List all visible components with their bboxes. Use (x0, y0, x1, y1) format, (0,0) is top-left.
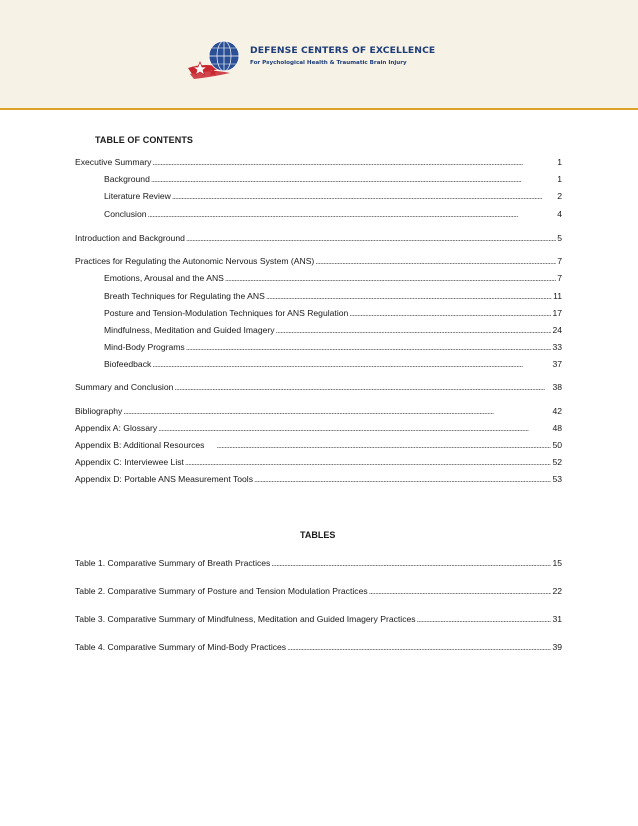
toc-entry[interactable] (104, 290, 562, 302)
globe-star-icon (186, 38, 248, 80)
tables-heading: TABLES (300, 530, 336, 540)
toc-entry[interactable] (104, 208, 562, 220)
toc-entry-page: 17 (552, 308, 562, 318)
toc-entry[interactable] (104, 324, 562, 336)
table-entry-label: Table 4. Comparative Summary of Mind-Body Practices (75, 642, 287, 652)
toc-entry-page: 53 (552, 474, 562, 484)
toc-entry[interactable] (104, 272, 562, 284)
toc-entry-page: 52 (552, 457, 562, 467)
table-entry[interactable] (75, 557, 562, 569)
table-entry-page: 39 (552, 642, 562, 652)
toc-entry-label: Biofeedback (104, 359, 152, 369)
table-entry-page: 31 (552, 614, 562, 624)
toc-entry[interactable] (75, 405, 562, 417)
toc-entry-page: 33 (552, 342, 562, 352)
toc-entry-label: Appendix D: Portable ANS Measurement Tools (75, 474, 254, 484)
toc-entry-label: Appendix B: Additional Resources (75, 440, 205, 450)
toc-entry-page: 24 (552, 325, 562, 335)
toc-entry-page: 38 (552, 382, 562, 392)
toc-entry-label: Mindfulness, Meditation and Guided Imagery (104, 325, 275, 335)
table-entry-page: 22 (552, 586, 562, 596)
toc-entry-label: Posture and Tension-Modulation Techniques for ANS Regulation (104, 308, 349, 318)
table-entry-label: Table 1. Comparative Summary of Breath Practices (75, 558, 271, 568)
toc-entry-page: 48 (552, 423, 562, 433)
table-entry[interactable] (75, 585, 562, 597)
toc-entry[interactable] (75, 255, 562, 267)
toc-entry-page: 7 (557, 256, 562, 266)
dcoe-logo (186, 38, 448, 80)
toc-entry-label: Bibliography (75, 406, 123, 416)
page-header (0, 0, 638, 110)
table-entry[interactable] (75, 641, 562, 653)
toc-entry-label: Executive Summary (75, 157, 152, 167)
toc-entry[interactable] (75, 156, 562, 168)
toc-entry-label: Literature Review (104, 191, 171, 201)
toc-entry-page: 1 (557, 157, 562, 167)
toc-entry-label: Appendix A: Glossary (75, 423, 158, 433)
toc-entry[interactable] (75, 422, 562, 434)
toc-entry[interactable] (104, 190, 562, 202)
toc-entry-page: 5 (557, 233, 562, 243)
toc-entry-label: Introduction and Background (75, 233, 185, 243)
toc-entry[interactable] (104, 358, 562, 370)
toc-entry-page: 1 (557, 174, 562, 184)
toc-entry-label: Background (104, 174, 150, 184)
table-entry[interactable] (75, 613, 562, 625)
toc-entry[interactable] (75, 456, 562, 468)
table-entry-label: Table 3. Comparative Summary of Mindfulness, Meditation and Guided Imagery Practices (75, 614, 416, 624)
toc-entry[interactable] (75, 473, 562, 485)
toc-entry-label: Conclusion (104, 209, 147, 219)
toc-entry-page: 11 (553, 291, 562, 301)
toc-entry-page: 2 (557, 191, 562, 201)
toc-entry-label: Emotions, Arousal and the ANS (104, 273, 224, 283)
org-name: DEFENSE CENTERS OF EXCELLENCE (250, 45, 436, 56)
toc-entry[interactable] (104, 341, 562, 353)
toc-entry-page: 4 (557, 209, 562, 219)
toc-entry-page: 7 (557, 273, 562, 283)
toc-entry-label: Practices for Regulating the Autonomic Nervous System (ANS) (75, 256, 315, 266)
toc-entry[interactable] (75, 439, 562, 451)
toc-entry-page: 37 (552, 359, 562, 369)
table-entry-label: Table 2. Comparative Summary of Posture and Tension Modulation Practices (75, 586, 368, 596)
toc-entry-page: 42 (552, 406, 562, 416)
toc-entry[interactable] (75, 232, 562, 244)
toc-entry-page: 50 (552, 440, 562, 450)
toc-entry-label: Summary and Conclusion (75, 382, 174, 392)
toc-entry[interactable] (104, 173, 562, 185)
org-subtitle: For Psychological Health & Traumatic Brain Injury (250, 60, 407, 66)
table-entry-page: 15 (552, 558, 562, 568)
toc-entry-label: Breath Techniques for Regulating the ANS (104, 291, 265, 301)
toc-entry[interactable] (104, 307, 562, 319)
toc-entry[interactable] (75, 381, 562, 393)
toc-heading: TABLE OF CONTENTS (95, 135, 194, 145)
toc-entry-label: Appendix C: Interviewee List (75, 457, 184, 467)
toc-entry-label: Mind-Body Programs (104, 342, 185, 352)
